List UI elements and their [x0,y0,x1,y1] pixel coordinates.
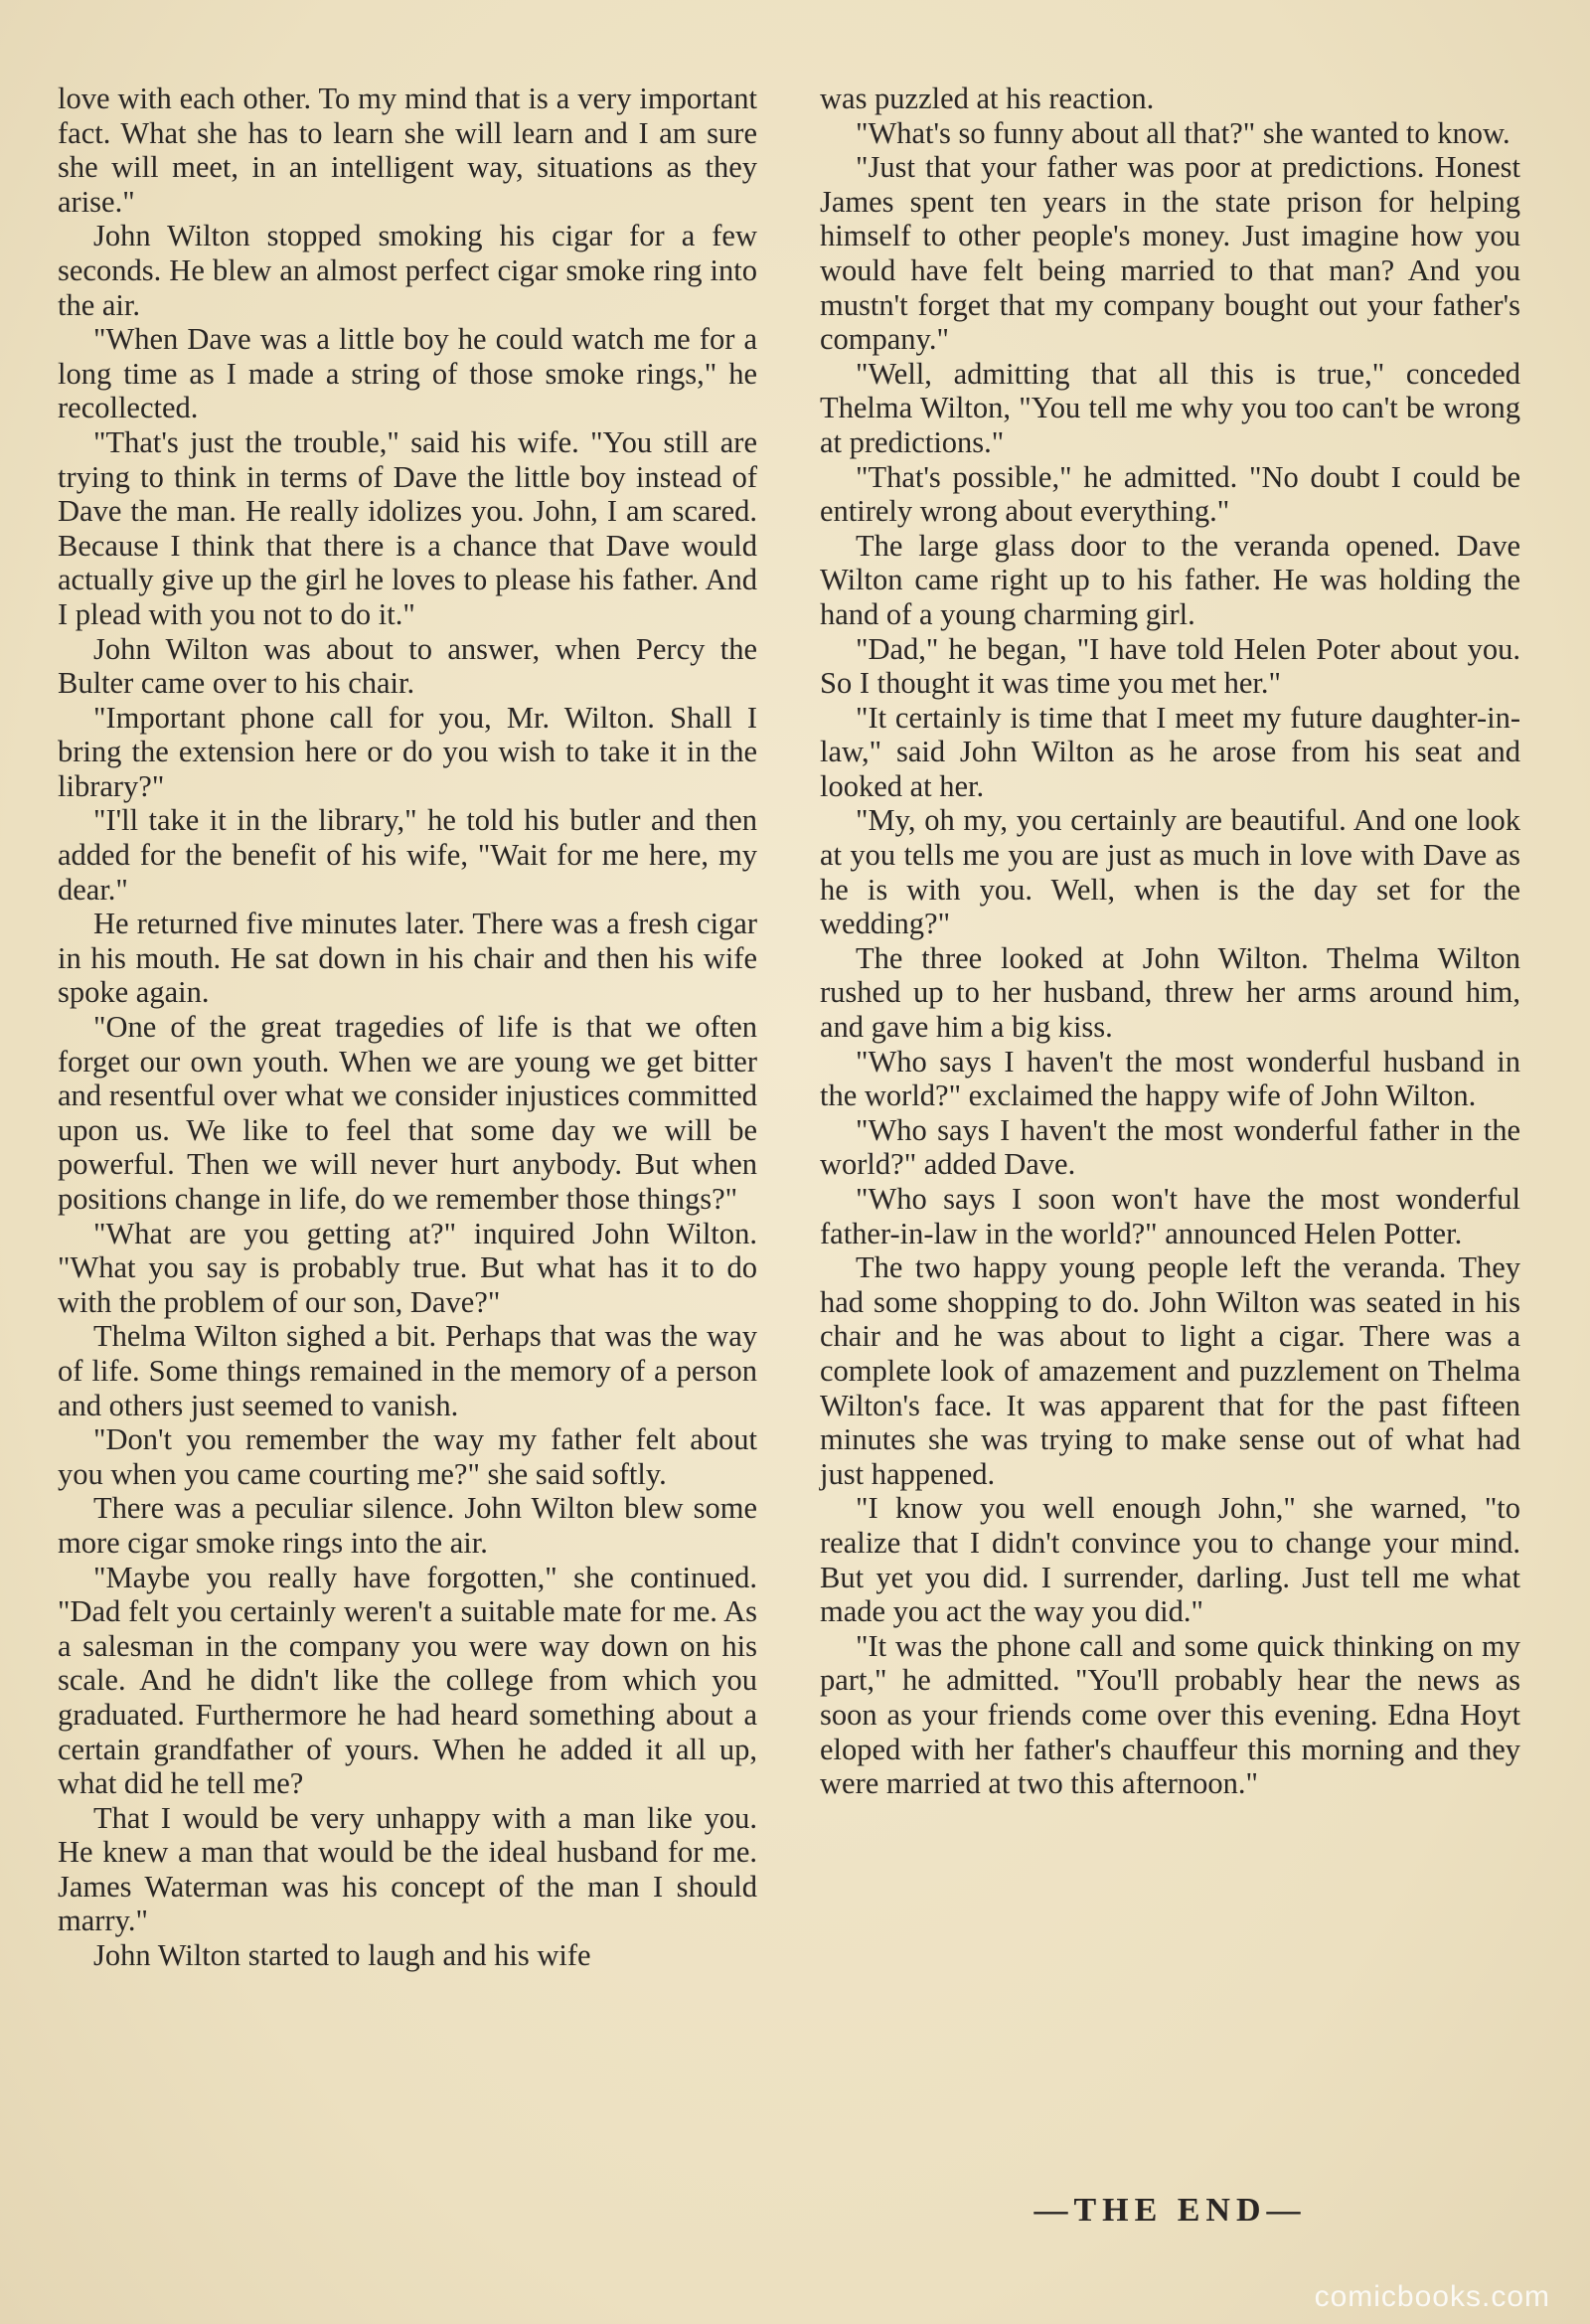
right-column [820,82,1520,1801]
paragraph: "It certainly is time that I meet my future daughter-in-law," said John Wilton as he arose from his seat and looked at her. [820,700,1520,803]
paragraph: "Important phone call for you, Mr. Wilton. Shall I bring the extension here or do you wish to take it in the library?" [58,700,757,803]
paragraph: "It was the phone call and some quick thinking on my part," he admitted. "You'll probably hear the news as soon as your friends come over this evening. Edna Hoyt eloped with her father's chauffeur this morning and they were married at two this afternoon." [820,1628,1520,1801]
paragraph: "Who says I haven't the most wonderful husband in the world?" exclaimed the happy wife of John Wilton. [820,1044,1520,1113]
paragraph: The two happy young people left the veranda. They had some shopping to do. John Wilton was seated in his chair and he was about to light a cigar. There was a complete look of amazement and puzzlement on Thelma Wilton's face. It was apparent that for the past fifteen minutes she was trying to make sense out of what had just happened. [820,1250,1520,1491]
paragraph: "What are you getting at?" inquired John Wilton. "What you say is probably true. But what has it to do with the problem of our son, Dave?" [58,1216,757,1319]
paragraph: was puzzled at his reaction. [820,82,1155,115]
paragraph: There was a peculiar silence. John Wilton blew some more cigar smoke rings into the air. [58,1491,757,1560]
paragraph: John Wilton was about to answer, when Percy the Bulter came over to his chair. [58,631,757,701]
paragraph: "Well, admitting that all this is true," conceded Thelma Wilton, "You tell me why you too can't be wrong at predictions." [820,356,1520,459]
paragraph: John Wilton stopped smoking his cigar for a few seconds. He blew an almost perfect cigar smoke ring into the air. [58,219,757,322]
paragraph: "Maybe you really have forgotten," she continued. "Dad felt you certainly weren't a suitable mate for me. As a salesman in the company you were way down on his scale. And he didn't like the college from which you graduated. Furthermore he had heard something about a certain grandfather of yours. When he added it all up, what did he tell me? [58,1560,757,1801]
paragraph: The three looked at John Wilton. Thelma Wilton rushed up to her husband, threw her arms around him, and gave him a big kiss. [820,940,1520,1045]
the-end-label: —THE END— [1034,2192,1307,2229]
paragraph: John Wilton started to laugh and his wife [93,1938,591,1973]
left-column [58,82,757,1973]
paragraph: He returned five minutes later. There was a fresh cigar in his mouth. He sat down in his chair and then his wife spoke again. [58,907,757,1010]
paragraph: love with each other. To my mind that is a very important fact. What she has to learn she will learn and I am sure she will meet, in an intelligent way, situations as they arise." [58,82,757,219]
paragraph: "That's possible," he admitted. "No doubt I could be entirely wrong about everything." [820,459,1520,529]
paragraph: "Don't you remember the way my father felt about you when you came courting me?" she said softly. [58,1422,757,1491]
paragraph: "When Dave was a little boy he could watch me for a long time as I made a string of those smoke rings," he recollected. [58,322,757,425]
site-watermark: comicbooks.com [1314,2280,1550,2313]
paragraph: That I would be very unhappy with a man like you. He knew a man that would be the ideal husband for me. James Waterman was his concept of the man I should marry." [58,1800,757,1938]
paragraph: "One of the great tragedies of life is that we often forget our own youth. When we are young we get bitter and resentful over what we consider injustices committed upon us. We like to feel that some day we will be powerful. Then we will never hurt anybody. But when positions change in life, do we remember those things?" [58,1010,757,1216]
paragraph: "I know you well enough John," she warned, "to realize that I didn't convince you to change your mind. But yet you did. I surrender, darling. Just tell me what made you act the way you did." [820,1491,1520,1629]
paragraph: "Just that your father was poor at predictions. Honest James spent ten years in the state prison for helping himself to other people's money. Just imagine how you would have felt being married to that man? And you mustn't forget that my company bought out your father's company." [820,150,1520,357]
paragraph: "Dad," he began, "I have told Helen Poter about you. So I thought it was time you met her." [820,631,1520,701]
paragraph: "My, oh my, you certainly are beautiful. And one look at you tells me you are just as much in love with Dave as he is with you. Well, when is the day set for the wedding?" [820,803,1520,941]
paragraph: "I'll take it in the library," he told his butler and then added for the benefit of his wife, "Wait for me here, my dear." [58,803,757,907]
paragraph: Thelma Wilton sighed a bit. Perhaps that was the way of life. Some things remained in the memory of a person and others just seemed to vanish. [58,1319,757,1422]
paragraph: "That's just the trouble," said his wife. "You still are trying to think in terms of Dave the little boy instead of Dave the man. He really idolizes you. John, I am scared. Because I think that there is a chance that Dave would actually give up the girl he loves to please his father. And I plead with you not to do it." [58,424,757,631]
paragraph: "What's so funny about all that?" she wanted to know. [856,115,1510,150]
paragraph: The large glass door to the veranda opened. Dave Wilton came right up to his father. He was holding the hand of a young charming girl. [820,528,1520,631]
paragraph: "Who says I haven't the most wonderful father in the world?" added Dave. [820,1112,1520,1182]
paragraph: "Who says I soon won't have the most wonderful father-in-law in the world?" announced Helen Potter. [820,1182,1520,1250]
